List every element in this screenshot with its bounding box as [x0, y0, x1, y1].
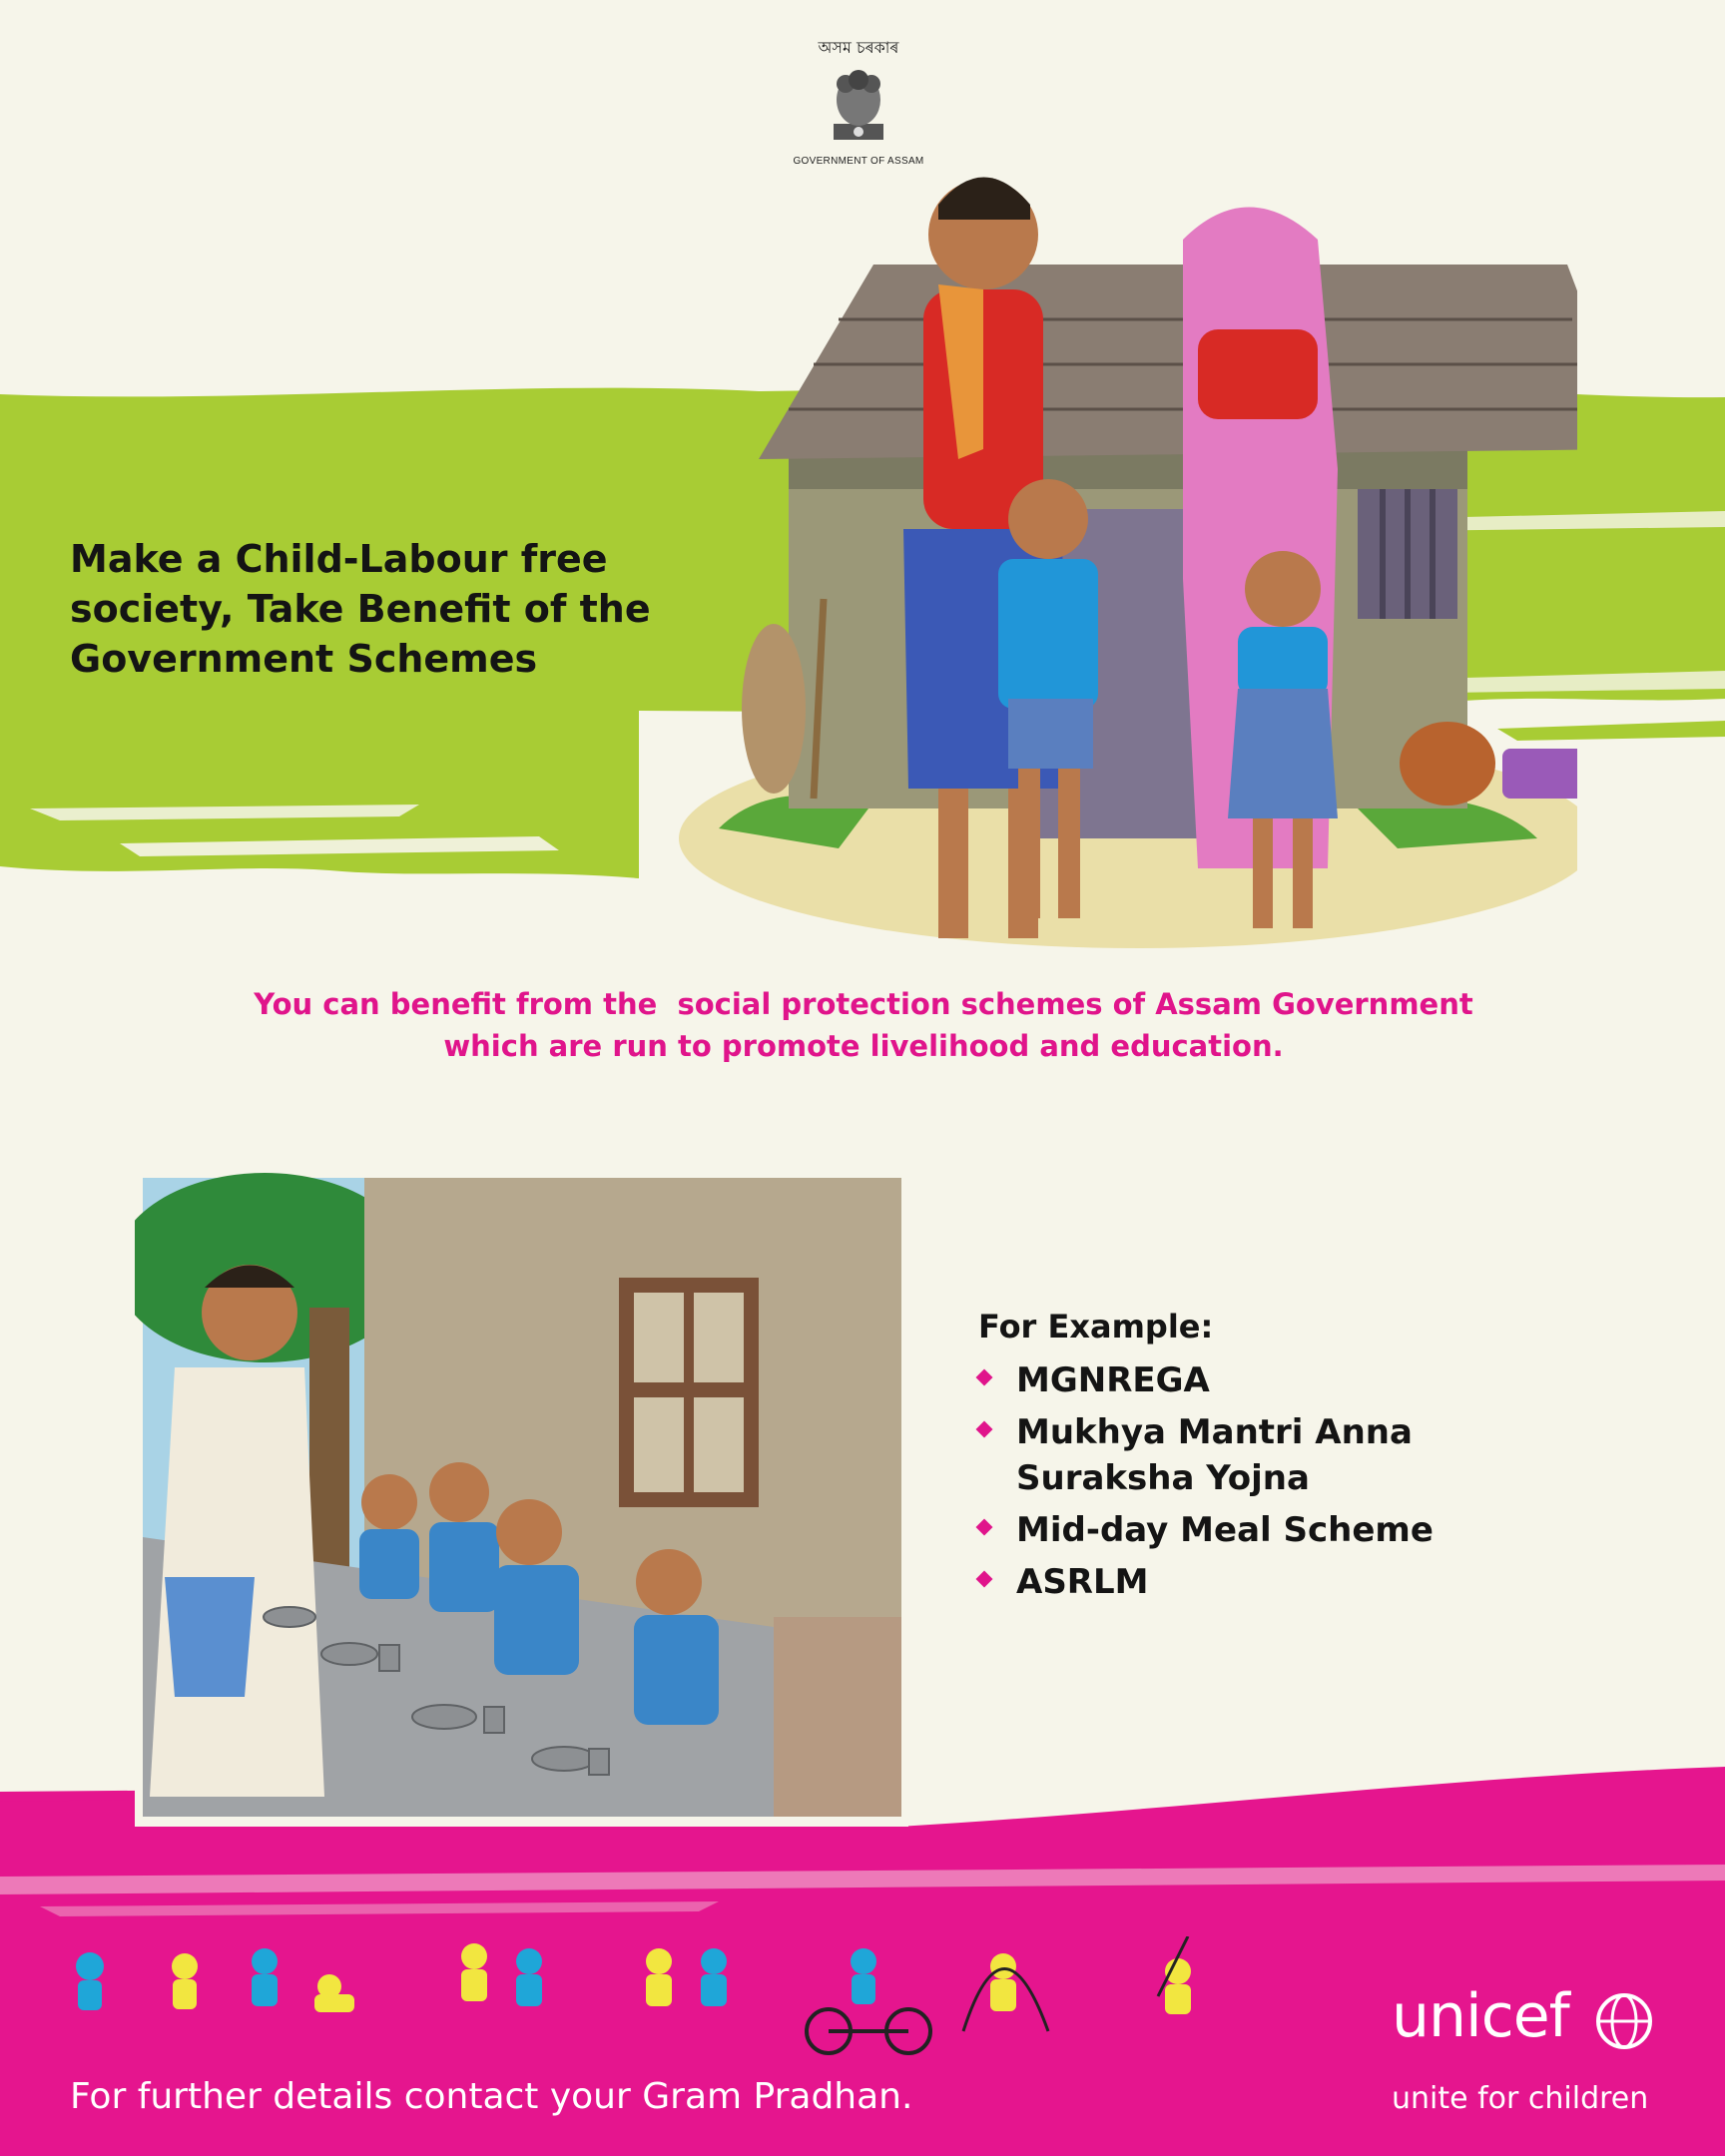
list-item-label: MGNREGA [1016, 1360, 1210, 1400]
diamond-bullet-icon [976, 1571, 993, 1588]
list-item [978, 1507, 1577, 1553]
list-item [978, 1559, 1577, 1605]
children-activities-icons [60, 1936, 1258, 2066]
family-house-illustration [639, 150, 1577, 968]
subtitle [120, 983, 1607, 1067]
unicef-logo-word: unicef [1392, 1981, 1569, 2051]
state-emblem-icon [824, 62, 893, 152]
list-item-label: Suraksha Yojna [1016, 1458, 1310, 1498]
footer-contact-text: For further details contact your Gram Pradhan. [70, 2076, 913, 2117]
list-item-label: Mukhya Mantri Anna [1016, 1412, 1413, 1452]
list-item-label: ASRLM [1016, 1562, 1149, 1602]
diamond-bullet-icon [976, 1369, 993, 1386]
midday-meal-illustration [135, 1158, 908, 1827]
diamond-bullet-icon [976, 1421, 993, 1438]
state-name-assamese: অসম চৰকাৰ [818, 38, 899, 57]
government-name: GOVERNMENT OF ASSAM [793, 156, 924, 167]
examples-list [978, 1357, 1577, 1605]
list-item [978, 1409, 1577, 1501]
headline [70, 534, 709, 684]
list-item [978, 1357, 1577, 1403]
diamond-bullet-icon [976, 1519, 993, 1536]
subtitle-line: You can benefit from the social protection schemes of Assam Government [254, 987, 1473, 1021]
examples-section [978, 1308, 1577, 1611]
subtitle-line: which are run to promote livelihood and education. [443, 1029, 1284, 1063]
headline-line: Government Schemes [70, 637, 538, 681]
globe-icon [1592, 1989, 1656, 2053]
examples-title: For Example: [978, 1308, 1214, 1346]
headline-line: society, Take Benefit of the [70, 587, 651, 631]
unicef-logo [1388, 1981, 1687, 2141]
list-item-label: Mid-day Meal Scheme [1016, 1510, 1434, 1550]
unicef-tagline: unite for children [1392, 2081, 1649, 2116]
headline-line: Make a Child-Labour free [70, 537, 608, 581]
